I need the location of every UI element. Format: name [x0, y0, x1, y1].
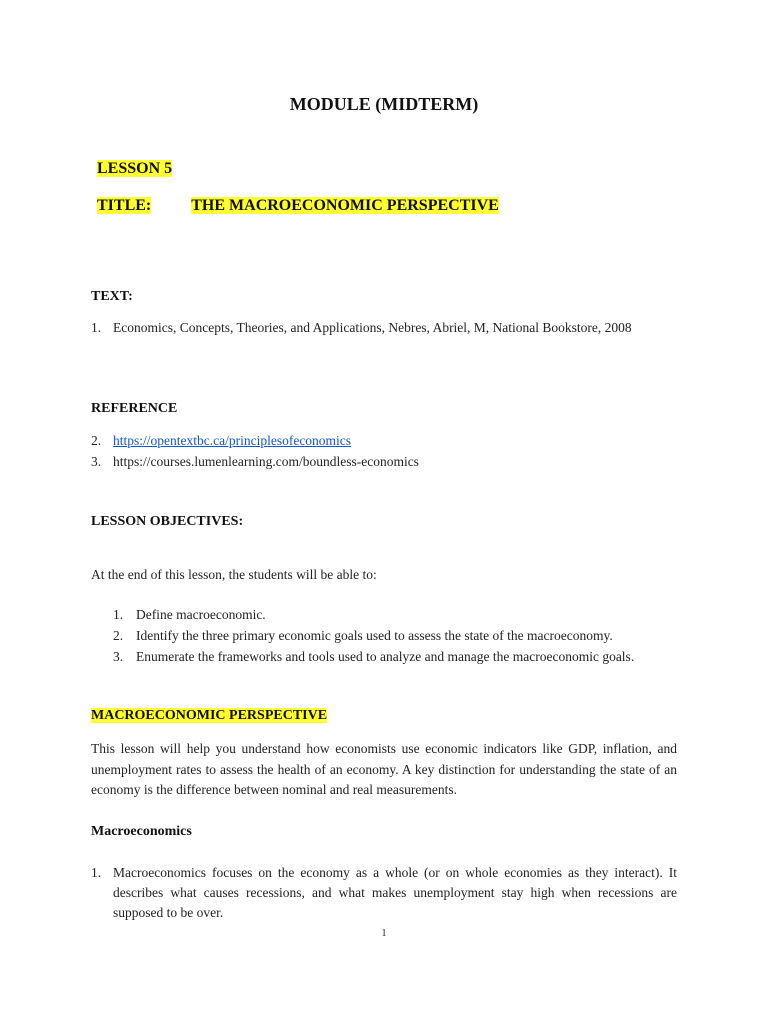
text-item-1: [91, 318, 677, 358]
list-text: Define macroeconomic.: [136, 607, 266, 622]
list-text: Macroeconomics focuses on the economy as a whole (or on whole economies as they interact). It describes what causes recessions, and what makes unemployment stay high when recessions are supposed to be over.: [113, 865, 677, 920]
objectives-heading: LESSON OBJECTIVES:: [91, 514, 244, 529]
list-text: Enumerate the frameworks and tools used to analyze and manage the macroeconomic goals.: [136, 649, 635, 664]
list-number: 1.: [113, 607, 124, 622]
perspective-heading-text: MACROECONOMIC PERSPECTIVE: [91, 708, 328, 723]
title-label: TITLE:: [97, 197, 152, 214]
perspective-paragraph: This lesson will help you understand how economists use economic indicators like GDP, inflation, and unemployment rates to assess the health of an economy. A key distinction for understanding the state of an economy is the difference between nominal and real measurements.: [91, 741, 677, 797]
objectives-intro: At the end of this lesson, the students will be able to:: [91, 567, 377, 582]
lesson-title-row: [97, 197, 499, 215]
reference-url-lumen: https://courses.lumenlearning.com/boundless-economics: [113, 454, 419, 469]
objective-item-1: [113, 605, 677, 625]
list-number: 2.: [113, 628, 124, 643]
reference-heading: REFERENCE: [91, 401, 178, 416]
page-number: 1: [381, 928, 387, 939]
list-text: Economics, Concepts, Theories, and Applications, Nebres, Abriel, M, National Bookstore, 2008: [113, 320, 632, 335]
reference-item-2: [91, 431, 677, 451]
list-number: 1.: [91, 865, 102, 880]
text-heading: TEXT:: [91, 289, 133, 304]
macroeconomics-item-1: [91, 863, 677, 923]
title-value: THE MACROECONOMIC PERSPECTIVE: [191, 197, 499, 214]
list-number: 1.: [91, 320, 102, 335]
reference-item-3: [91, 452, 677, 472]
macroeconomics-heading: Macroeconomics: [91, 824, 192, 839]
objective-item-2: [113, 626, 677, 646]
list-number: 3.: [113, 649, 124, 664]
module-title: MODULE (MIDTERM): [289, 94, 479, 114]
list-text: Identify the three primary economic goals used to assess the state of the macroeconomy.: [136, 628, 613, 643]
lesson-number-text: LESSON 5: [97, 160, 173, 177]
list-number: 3.: [91, 454, 102, 469]
reference-link-opentextbc[interactable]: https://opentextbc.ca/principlesofeconomics: [113, 433, 352, 448]
list-number: 2.: [91, 433, 102, 448]
perspective-heading: [91, 708, 327, 724]
lesson-number: [97, 160, 172, 178]
objective-item-3: [113, 647, 677, 687]
